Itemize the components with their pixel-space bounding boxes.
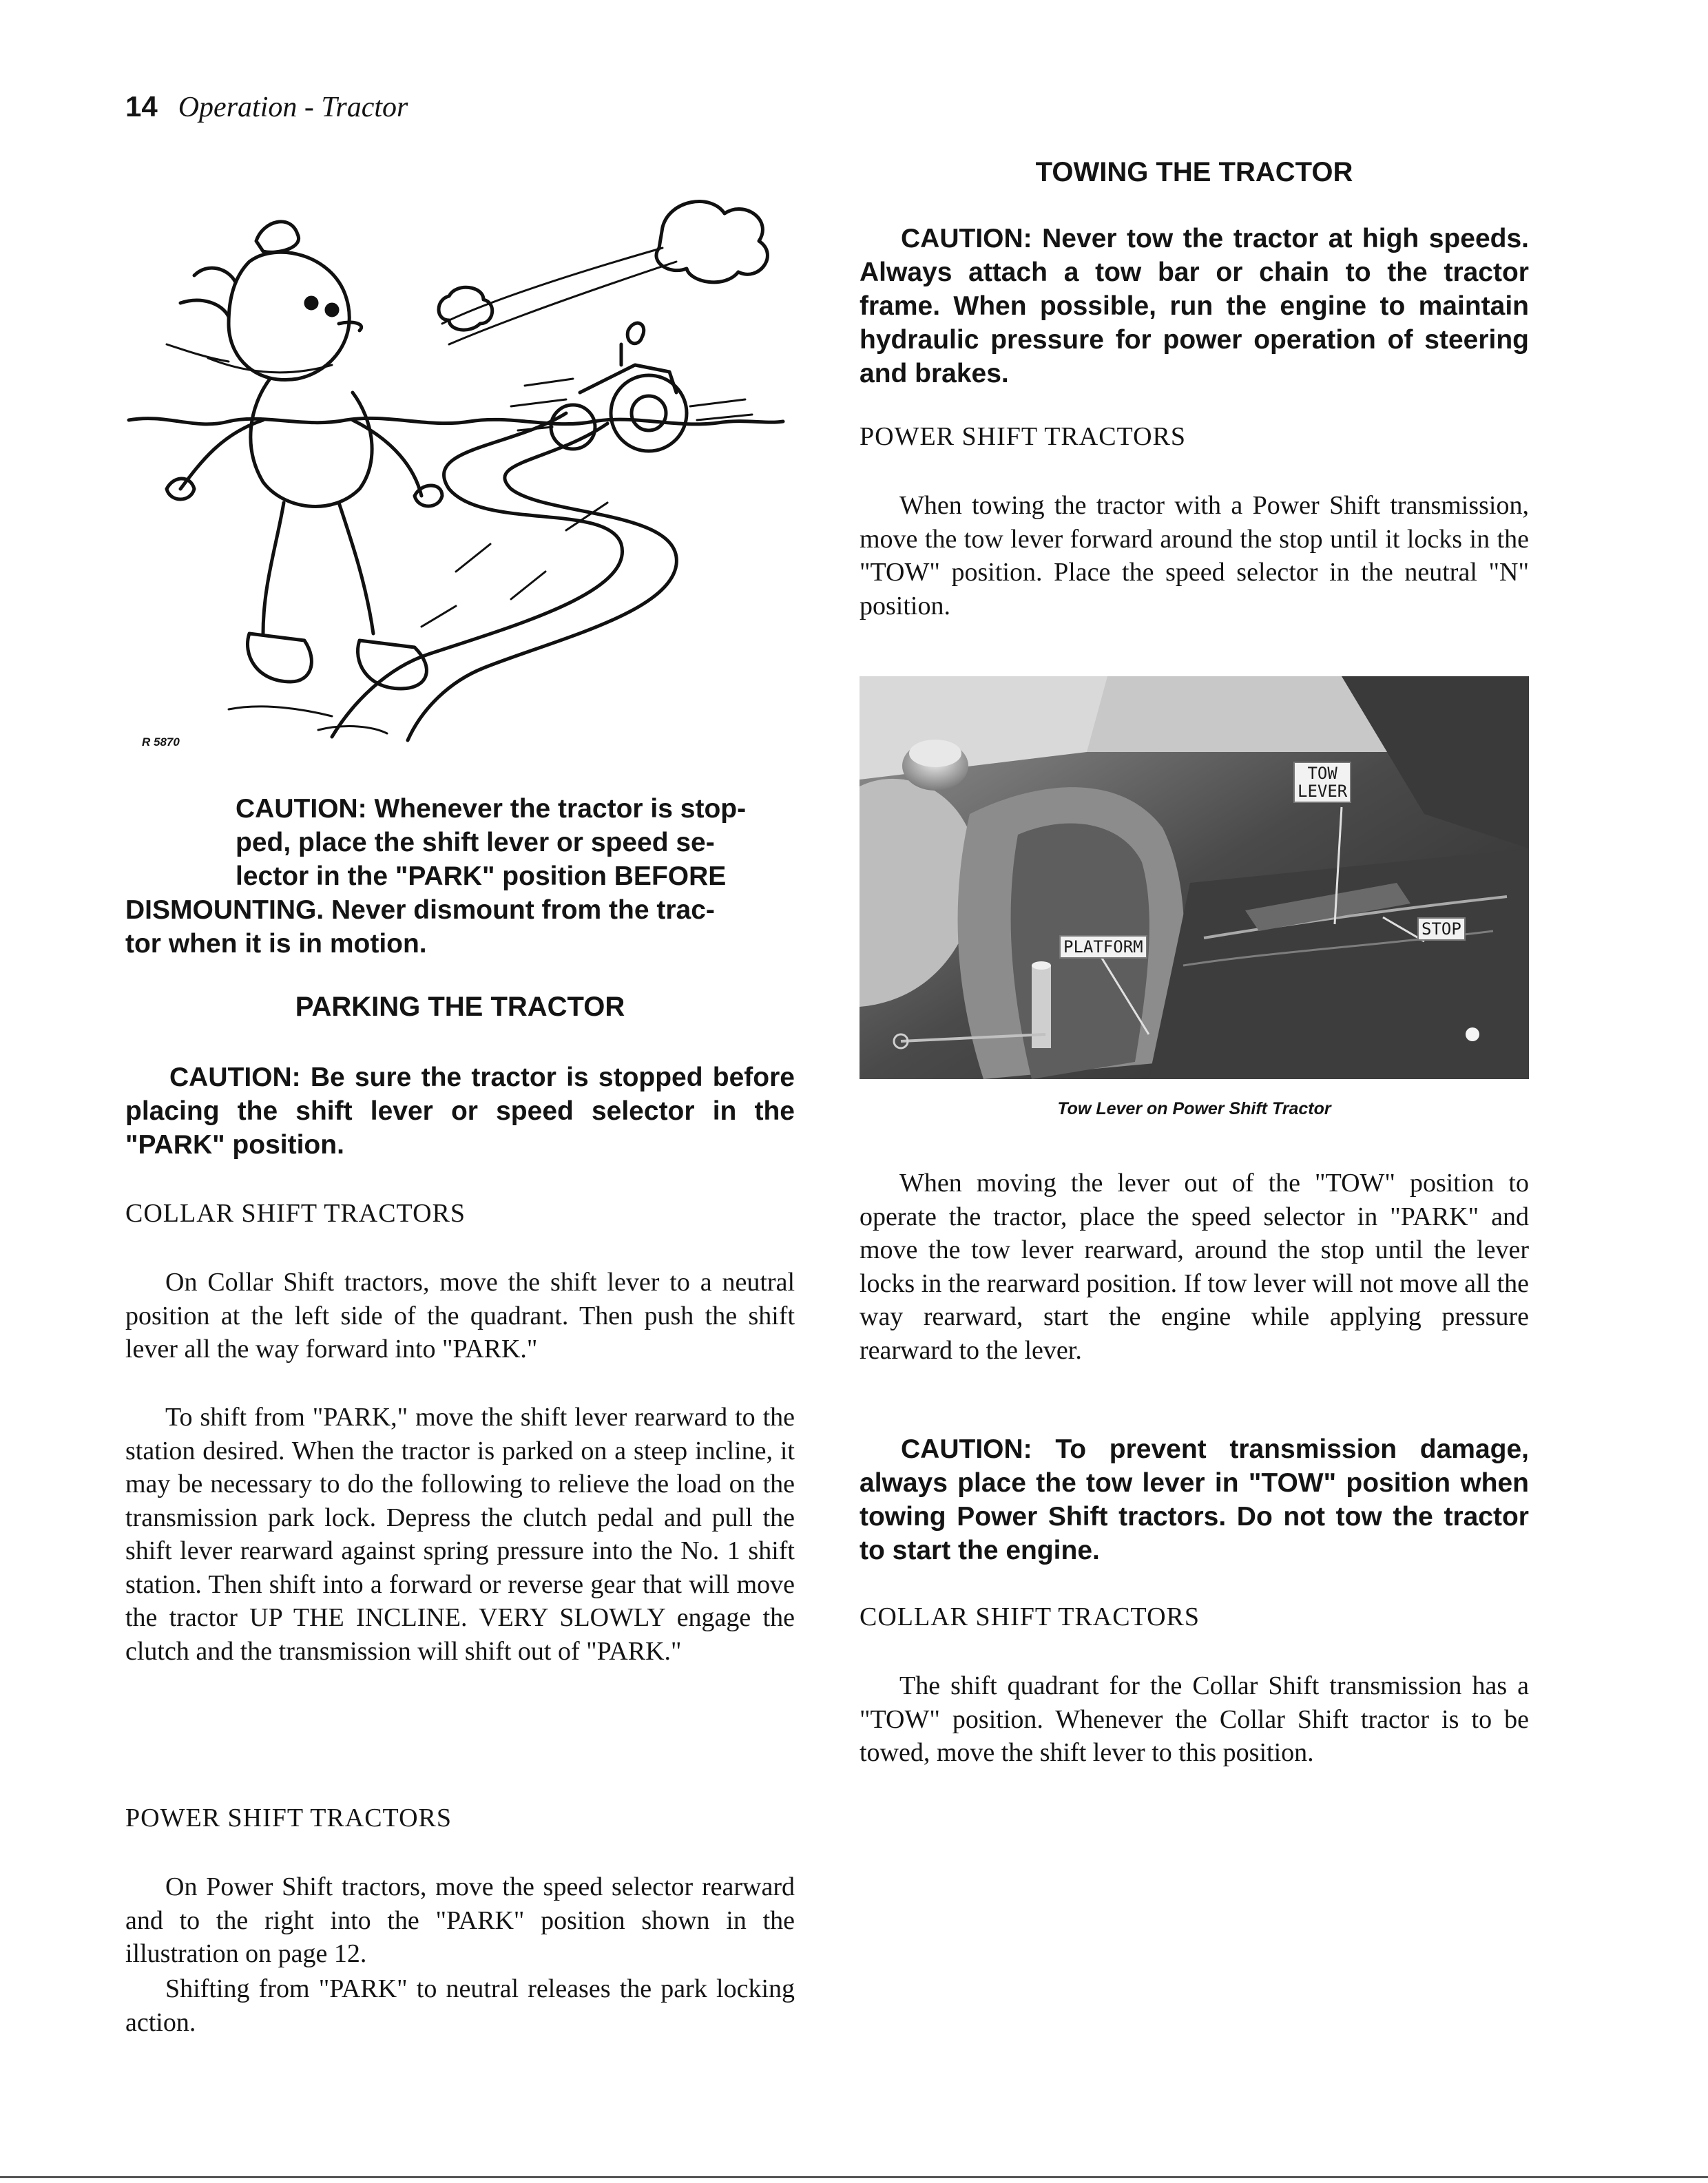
photo-label-tow: TOW	[1307, 764, 1337, 783]
page-title: Operation - Tractor	[178, 92, 408, 123]
power-heading-right: POWER SHIFT TRACTORS	[860, 422, 1186, 451]
cartoon-illustration	[125, 158, 787, 744]
photo-label-tow-lever	[1293, 762, 1351, 803]
caution-tow: CAUTION: Never tow the tractor at high speeds. Always attach a tow bar or chain to the tractor frame. When possible, run the engine to maintain hydraulic pressure for power operation of steering and brakes.	[860, 224, 1529, 388]
caution-park-line: CAUTION: Whenever the tractor is stop-	[236, 794, 747, 824]
caution-park-line: lector in the "PARK" position BEFORE	[236, 861, 727, 891]
caution-park-line: ped, place the shift lever or speed se-	[236, 828, 715, 857]
collar-paragraph-1: On Collar Shift tractors, move the shift lever to a neutral position at the left side of the quadrant. Then push the shift lever all the way forward into "PARK."	[125, 1268, 795, 1364]
collar-heading-right: COLLAR SHIFT TRACTORS	[860, 1602, 1200, 1631]
power-paragraph-1: On Power Shift tractors, move the speed selector rearward and to the right into the "PARK" position shown in the illustration on page 12.	[125, 1872, 795, 1968]
photo-label-stop: STOP	[1417, 917, 1466, 941]
moving-lever-paragraph: When moving the lever out of the "TOW" position to operate the tractor, place the speed selector in "PARK" and move the tow lever rearward, around the stop until the lever locks in the rearward position. If tow lever will not move all the way rearward, start the engine while applying pressure rearward to the lever.	[860, 1169, 1529, 1365]
tow-lever-photo	[860, 676, 1529, 1079]
photo-label-lever: LEVER	[1298, 782, 1348, 801]
towing-heading: TOWING THE TRACTOR	[1035, 157, 1353, 187]
photo-label-platform: PLATFORM	[1059, 935, 1147, 959]
caution-park-block	[125, 792, 795, 961]
collar-heading-left: COLLAR SHIFT TRACTORS	[125, 1199, 466, 1228]
caution-stopped: CAUTION: Be sure the tractor is stopped before placing the shift lever or speed selector in the "PARK" position.	[125, 1063, 795, 1160]
caution-transmission: CAUTION: To prevent transmission damage, always place the tow lever in "TOW" position when towing Power Shift tractors. Do not tow the tractor to start the engine.	[860, 1434, 1529, 1565]
caution-park-line: DISMOUNTING. Never dismount from the trac-	[125, 895, 715, 925]
page-number: 14	[125, 90, 158, 123]
page-header	[125, 90, 408, 125]
illustration-label: R 5870	[142, 735, 180, 749]
collar-paragraph-2: To shift from "PARK," move the shift lever rearward to the station desired. When the tractor is parked on a steep incline, it may be necessary to do the following to relieve the load on the transmission park lock. Depress the clutch pedal and pull the shift lever rearward against spring pressure into the No. 1 shift station. Then shift into a forward or reverse gear that will move the tractor UP THE INCLINE. VERY SLOWLY engage the clutch and the transmission will shift out of "PARK."	[125, 1403, 795, 1666]
bottom-rule	[0, 2176, 1708, 2178]
collar-tow-paragraph: The shift quadrant for the Collar Shift transmission has a "TOW" position. Whenever the Collar Shift tractor is to be towed, move the shift lever to this position.	[860, 1671, 1529, 1767]
tow-power-paragraph: When towing the tractor with a Power Shift transmission, move the tow lever forward around the stop until it locks in the "TOW" position. Place the speed selector in the neutral "N" position.	[860, 491, 1529, 620]
power-heading-left: POWER SHIFT TRACTORS	[125, 1804, 452, 1832]
caution-park-line: tor when it is in motion.	[125, 929, 427, 959]
parking-heading: PARKING THE TRACTOR	[295, 992, 625, 1022]
photo-caption: Tow Lever on Power Shift Tractor	[1057, 1099, 1331, 1118]
power-paragraph-2: Shifting from "PARK" to neutral releases the park locking action.	[125, 1974, 795, 2037]
